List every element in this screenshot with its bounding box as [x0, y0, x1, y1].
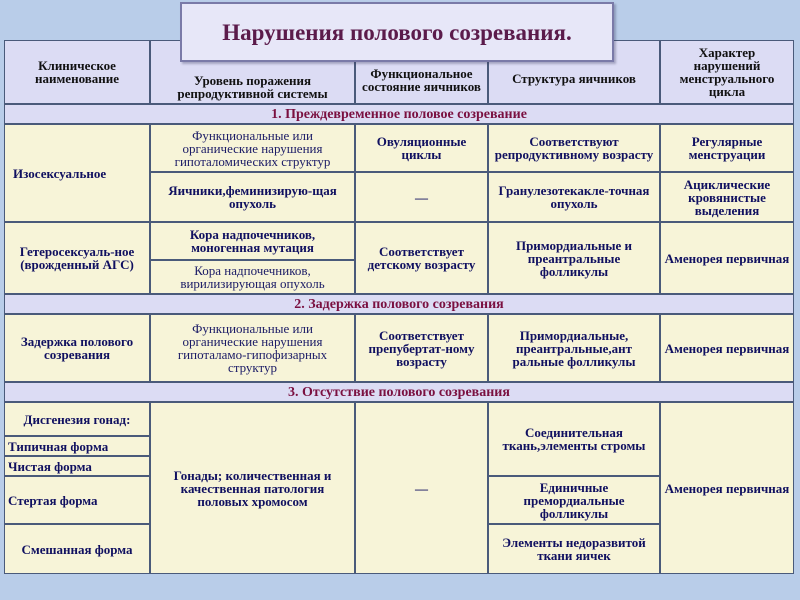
- absent-typical: Типичная форма: [4, 436, 150, 456]
- hetero-function: Соответствует детскому возрасту: [355, 222, 488, 294]
- header-structure: Структура яичников: [488, 40, 660, 104]
- iso-cycle-1: Регулярные менструации: [660, 124, 794, 172]
- iso-cycle-2: Ациклические кровянистые выделения: [660, 172, 794, 222]
- absent-pure: Чистая форма: [4, 456, 150, 476]
- delay-cycle: Аменорея первичная: [660, 314, 794, 382]
- row-isosexual-name: Изосексуальное: [4, 124, 150, 222]
- header-function: Функциональное состояние яичников: [355, 40, 488, 104]
- section-absent: 3. Отсутствие полового созревания: [4, 382, 794, 402]
- iso-level-2: Яичники,феминизирую-щая опухоль: [150, 172, 355, 222]
- header-clinical: Клиническое наименование: [4, 40, 150, 104]
- delay-structure: Примордиальные, преантральные,ант ральные фолликулы: [488, 314, 660, 382]
- iso-function-1: Овуляционные циклы: [355, 124, 488, 172]
- hetero-cycle: Аменорея первичная: [660, 222, 794, 294]
- iso-function-2: —: [355, 172, 488, 222]
- iso-structure-1: Соответствуют репродуктивному возрасту: [488, 124, 660, 172]
- absent-erased: Стертая форма: [4, 476, 150, 524]
- absent-structure-2: Единичные премордиальные фолликулы: [488, 476, 660, 524]
- header-level: Уровень поражения репродуктивной системы: [150, 40, 355, 104]
- delay-function: Соответствует препубертат-ному возрасту: [355, 314, 488, 382]
- delay-level: Функциональные или органические нарушения гипоталамо-гипофизарных структур: [150, 314, 355, 382]
- iso-level-1: Функциональные или органические нарушения гипоталомических структур: [150, 124, 355, 172]
- header-cycle: Характер нарушений менструального цикла: [660, 40, 794, 104]
- absent-function: —: [355, 402, 488, 574]
- absent-dysgenesis: Дисгенезия гонад:: [4, 402, 150, 436]
- section-precocious: 1. Преждевременное половое созревание: [4, 104, 794, 124]
- hetero-structure: Примордиальные и преантральные фолликулы: [488, 222, 660, 294]
- absent-cycle: Аменорея первичная: [660, 402, 794, 574]
- section-delayed: 2. Задержка полового созревания: [4, 294, 794, 314]
- page-title-text: Нарушения полового созревания.: [222, 19, 572, 45]
- row-delay-name: Задержка полового созревания: [4, 314, 150, 382]
- absent-structure-3: Элементы недоразвитой ткани яичек: [488, 524, 660, 574]
- absent-structure-1: Соединительная ткань,элементы стромы: [488, 402, 660, 476]
- absent-mixed: Смешанная форма: [4, 524, 150, 574]
- absent-level: Гонады; количественная и качественная патология половых хромосом: [150, 402, 355, 574]
- iso-structure-2: Гранулезотекакле-точная опухоль: [488, 172, 660, 222]
- page-title: [180, 2, 614, 62]
- row-heterosexual-name: Гетеросексуаль-ное (врожденный АГС): [4, 222, 150, 294]
- hetero-level-2: Кора надпочечников, вирилизирующая опухоль: [150, 260, 355, 294]
- hetero-level-1: Кора надпочечников, моногенная мутация: [150, 222, 355, 260]
